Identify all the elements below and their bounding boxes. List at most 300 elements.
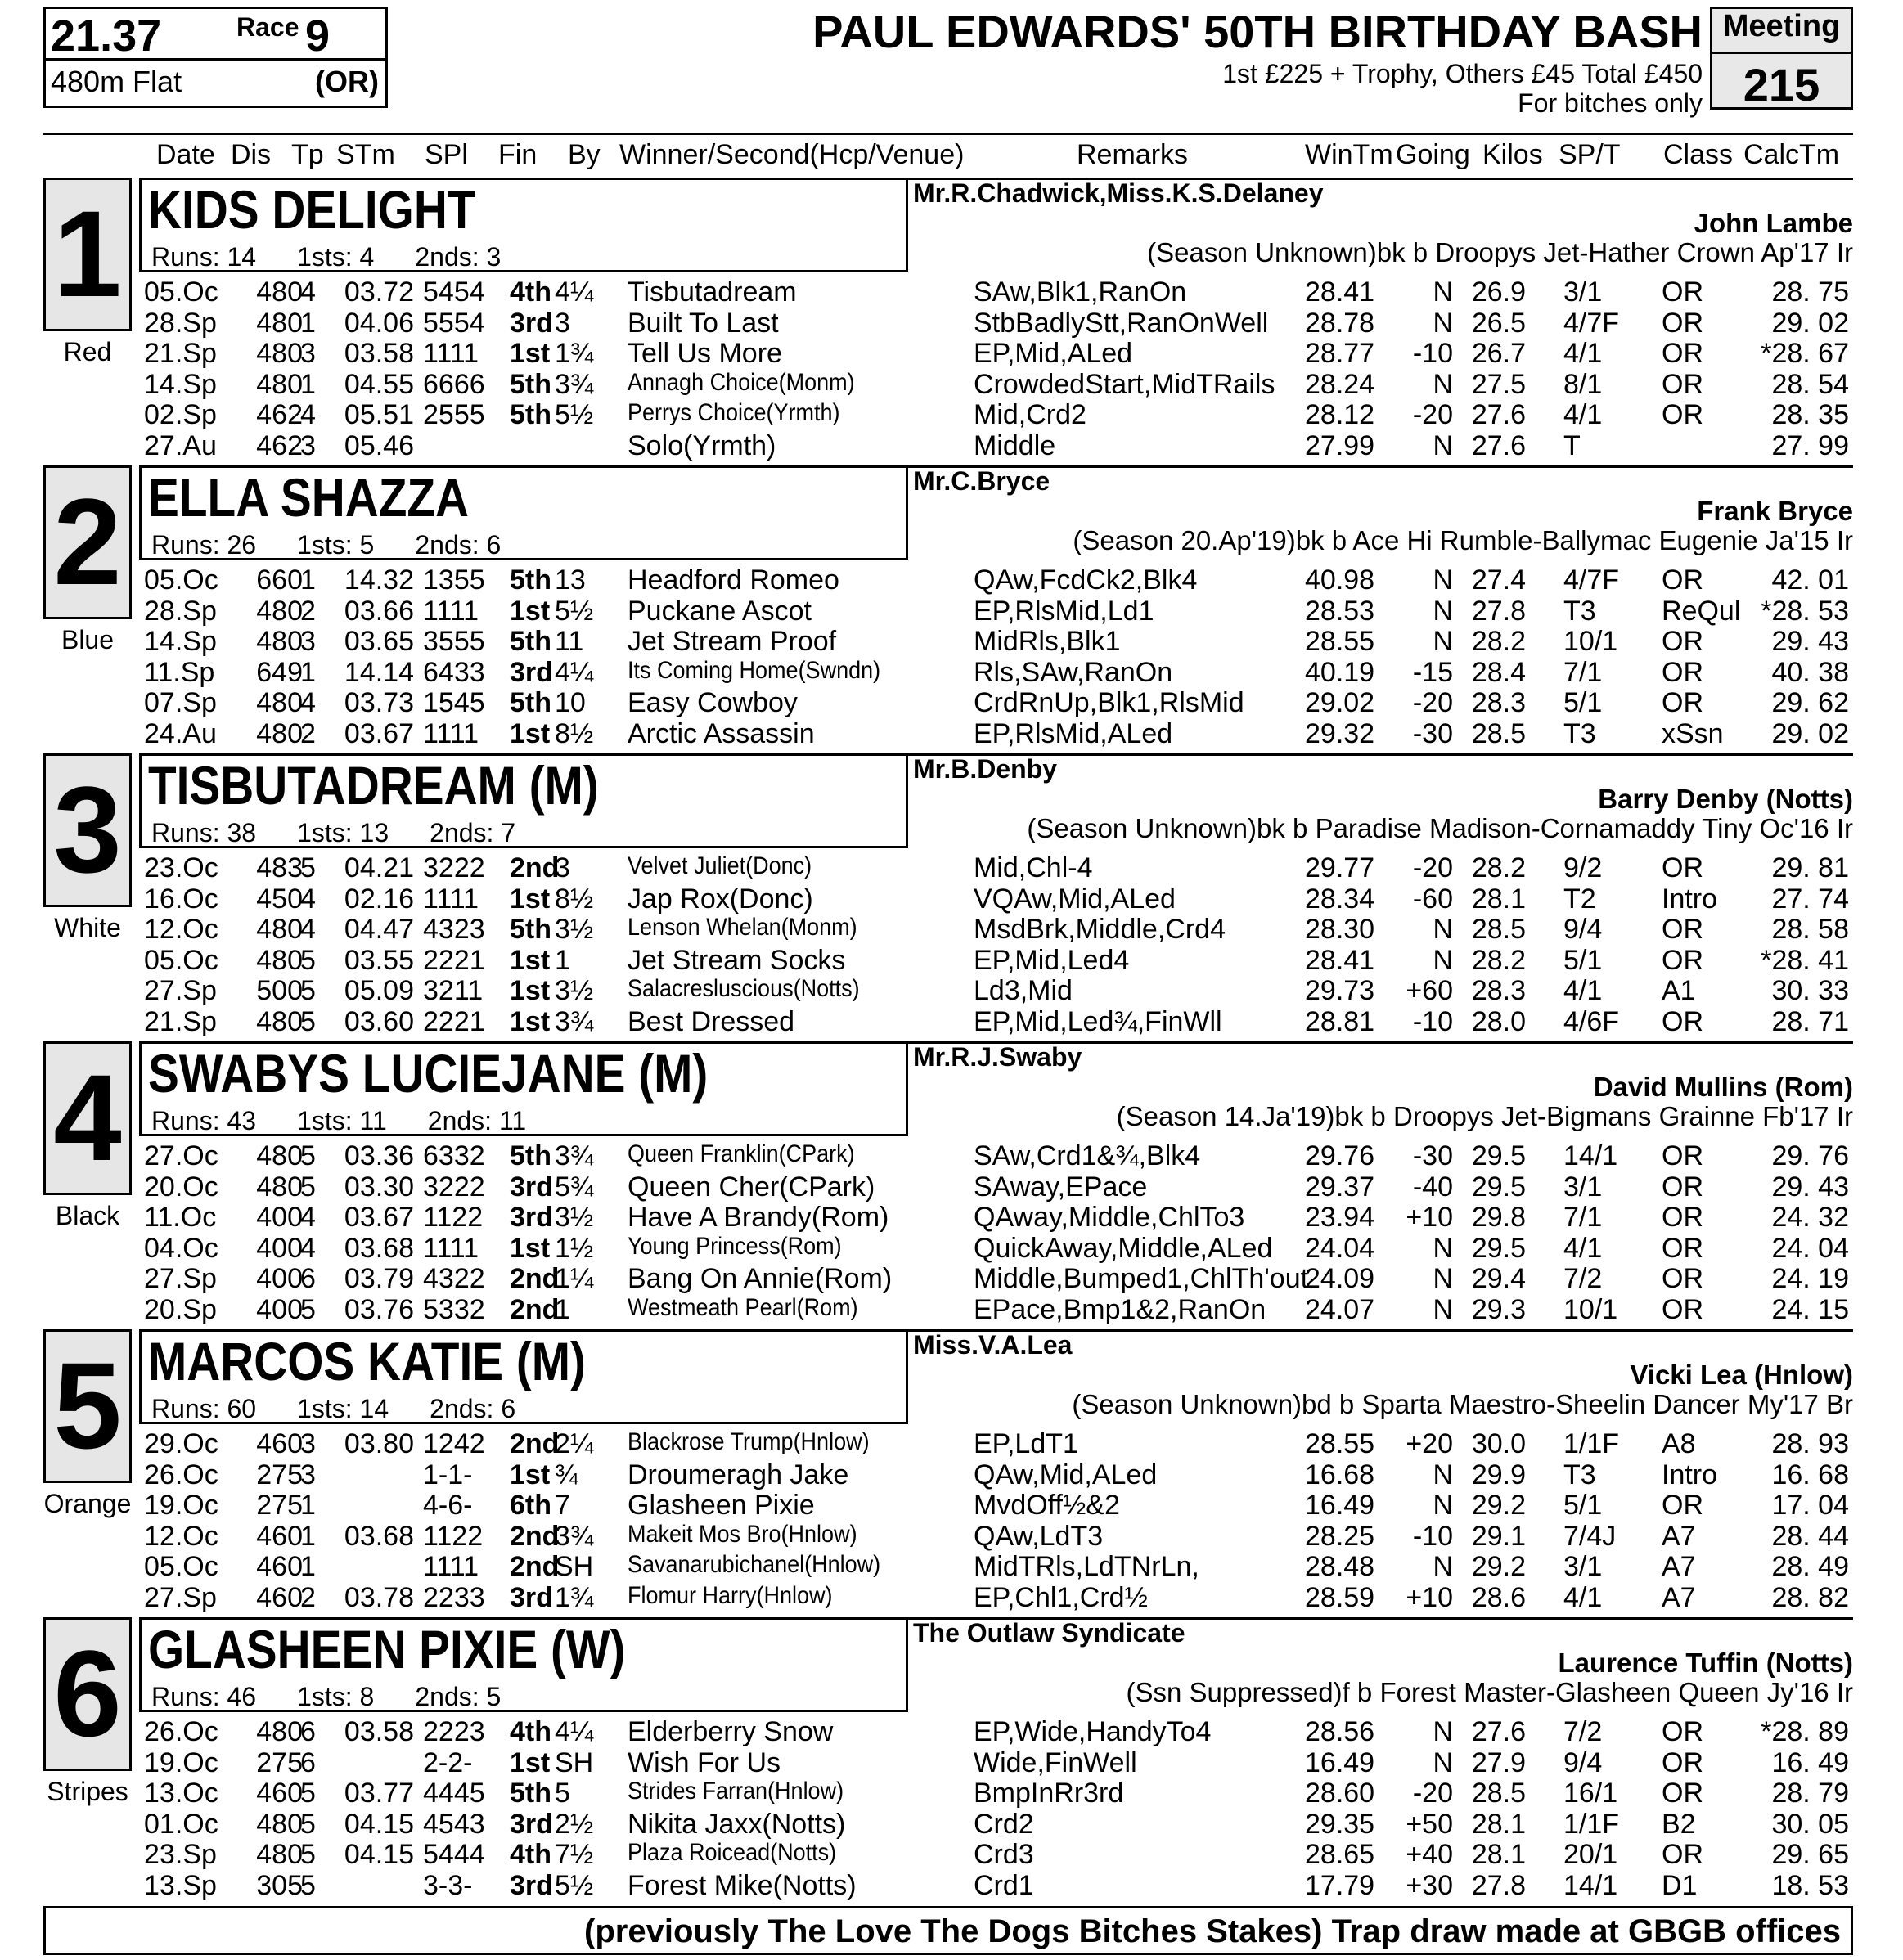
form-kilos: 28.1 [1471,1839,1526,1870]
form-dis: 480 [256,307,303,339]
form-stm: 03.55 [344,944,414,976]
col-stm: STm [336,139,395,170]
form-dis: 480 [256,1140,303,1171]
form-kilos: 28.5 [1471,1778,1526,1809]
form-spt: 4/7F [1563,564,1620,596]
form-going: N [1433,1746,1453,1778]
form-tp: 4 [300,1232,316,1264]
form-kilos: 28.2 [1471,626,1526,657]
col-going: Going [1396,139,1470,170]
form-date: 20.Oc [144,1171,218,1203]
form-cls: A8 [1662,1428,1696,1459]
form-cls: OR [1662,1005,1703,1037]
form-winner: Queen Franklin(CPark) [628,1140,855,1167]
form-remarks: Wide,FinWell [974,1746,1137,1778]
form-cls: OR [1662,626,1703,657]
trap-color: Red [63,337,112,366]
form-winner: Built To Last [628,307,779,339]
trap-number: 4 [43,1041,132,1195]
dog-stats [151,1682,542,1712]
form-wintm: 28.12 [1305,399,1375,430]
form-winner: Forest Mike(Notts) [628,1869,857,1901]
col-fin: Fin [498,139,538,170]
form-fin: 1st [510,975,551,1006]
form-remarks: EP,RlsMid,ALed [974,717,1173,749]
form-cls: B2 [1662,1808,1696,1840]
form-kilos: 27.6 [1471,429,1526,461]
meeting-number: 215 [1743,59,1820,110]
form-tp: 4 [300,687,316,718]
form-stm: 03.68 [344,1520,414,1552]
form-fin: 2nd [510,1293,560,1325]
dog-trainer: John Lambe [1694,208,1853,238]
col-spt: SP/T [1559,139,1621,170]
dog-trainer: Barry Denby (Notts) [1598,784,1853,814]
form-spl: 1111 [423,1232,479,1264]
trap-color: Blue [61,625,115,654]
form-fin: 1st [510,1232,551,1264]
form-going: -15 [1412,656,1453,688]
form-spt: 5/1 [1563,687,1603,718]
form-winner: Annagh Choice(Monm) [628,368,855,396]
form-dis: 660 [256,564,303,596]
dog-name-box [139,178,908,272]
form-kilos: 27.6 [1471,1716,1526,1747]
form-spt: 4/1 [1563,1581,1603,1613]
form-spl: 1111 [423,883,479,915]
form-tp: 5 [300,1839,316,1870]
form-calc: 24. 19 [1771,1263,1849,1294]
form-going: +10 [1406,1581,1453,1613]
dog-firsts: 1sts: 13 [297,818,389,847]
form-wintm: 28.81 [1305,1005,1375,1037]
form-cls: OR [1662,307,1703,339]
form-going: N [1433,429,1453,461]
form-going: N [1433,1293,1453,1325]
form-spt: T [1563,429,1581,461]
form-tp: 1 [300,1551,316,1582]
form-wintm: 29.73 [1305,975,1375,1006]
form-winner: Glasheen Pixie [628,1490,815,1521]
form-kilos: 28.5 [1471,717,1526,749]
form-spl: 1111 [423,717,479,749]
form-kilos: 29.2 [1471,1490,1526,1521]
form-dis: 400 [256,1263,303,1294]
form-wintm: 28.53 [1305,595,1375,627]
form-date: 21.Sp [144,338,217,369]
form-going: +10 [1406,1202,1453,1233]
form-tp: 1 [300,656,316,688]
dog-runs: Runs: 46 [151,1682,257,1711]
form-calc: 40. 38 [1771,656,1849,688]
dog-owner: Mr.R.Chadwick,Miss.K.S.Delaney [913,178,1324,208]
form-tp: 5 [300,944,316,976]
form-by: 5½ [555,399,594,430]
form-wintm: 28.41 [1305,276,1375,308]
form-spt: 3/1 [1563,1551,1603,1582]
form-tp: 5 [300,1171,316,1203]
form-tp: 5 [300,1140,316,1171]
form-calc: 16. 68 [1771,1459,1849,1490]
form-cls: OR [1662,1778,1703,1809]
form-kilos: 28.0 [1471,1005,1526,1037]
dog-owner: Mr.B.Denby [913,754,1058,784]
form-by: 8½ [555,717,594,749]
form-wintm: 29.02 [1305,687,1375,718]
form-calc: 28. 44 [1771,1520,1849,1552]
form-winner: Its Coming Home(Swndn) [628,656,881,684]
dog-seconds: 2nds: 3 [415,242,502,272]
form-spt: 7/1 [1563,656,1603,688]
form-by: 3½ [555,975,594,1006]
form-stm: 03.73 [344,687,414,718]
form-going: -20 [1412,687,1453,718]
form-fin: 4th [510,1839,551,1870]
form-date: 27.Sp [144,1581,217,1613]
form-date: 12.Oc [144,1520,218,1552]
form-cls: OR [1662,564,1703,596]
col-by: By [568,139,601,170]
form-remarks: EP,Mid,Led4 [974,944,1130,976]
form-remarks: Middle [974,429,1056,461]
form-stm: 03.67 [344,717,414,749]
trap-color: Black [55,1201,120,1230]
form-spl: 6433 [423,656,485,688]
form-stm: 03.58 [344,1716,414,1747]
form-date: 27.Oc [144,1140,218,1171]
dog-trainer: Laurence Tuffin (Notts) [1558,1648,1853,1678]
form-date: 11.Sp [144,656,215,688]
trap-number: 1 [43,178,132,331]
dog-name-box [139,465,908,560]
form-by: 4¼ [555,276,594,308]
form-fin: 2nd [510,852,560,883]
form-tp: 5 [300,1005,316,1037]
form-dis: 462 [256,429,303,461]
form-spl: 2221 [423,1005,485,1037]
form-by: 13 [555,564,586,596]
form-calc: 27. 74 [1771,883,1849,915]
col-spl: SPl [425,139,468,170]
form-wintm: 28.60 [1305,1778,1375,1809]
dog-breeding: (Season Unknown)bd b Sparta Maestro-Sheelin Dancer My'17 Br [1072,1389,1853,1419]
form-kilos: 29.4 [1471,1263,1526,1294]
form-cls: OR [1662,656,1703,688]
form-kilos: 28.1 [1471,1808,1526,1840]
form-calc: 29. 02 [1771,717,1849,749]
form-spt: 10/1 [1563,1293,1618,1325]
form-cls: OR [1662,1202,1703,1233]
form-stm: 04.15 [344,1839,414,1870]
form-fin: 3rd [510,1171,553,1203]
form-spt: 9/4 [1563,914,1603,945]
form-cls: ReQul [1662,595,1741,627]
trap-number: 6 [43,1617,132,1771]
form-going: -40 [1412,1171,1453,1203]
form-remarks: QuickAway,Middle,ALed [974,1232,1273,1264]
form-wintm: 16.68 [1305,1459,1375,1490]
form-remarks: Rls,SAw,RanOn [974,656,1173,688]
form-winner: Nikita Jaxx(Notts) [628,1808,846,1840]
dog-stats [151,1394,556,1424]
form-winner: Queen Cher(CPark) [628,1171,875,1203]
col-winner: Winner/Second(Hcp/Venue) [619,139,965,170]
form-fin: 3rd [510,1202,553,1233]
form-wintm: 27.99 [1305,429,1375,461]
form-dis: 483 [256,852,303,883]
form-by: 2¼ [555,1428,594,1459]
form-winner: Blackrose Trump(Hnlow) [628,1428,870,1455]
col-date: Date [156,139,215,170]
form-tp: 3 [300,1459,316,1490]
form-spt: 9/2 [1563,852,1603,883]
form-wintm: 23.94 [1305,1202,1375,1233]
form-spt: T3 [1563,717,1596,749]
race-restriction: For bitches only [1518,88,1703,118]
form-calc: 28. 49 [1771,1551,1849,1582]
form-kilos: 27.9 [1471,1746,1526,1778]
form-dis: 480 [256,368,303,400]
form-winner: Flomur Harry(Hnlow) [628,1581,833,1609]
form-winner: Tell Us More [628,338,782,369]
form-tp: 6 [300,1263,316,1294]
dog-runs: Runs: 14 [151,242,257,272]
dog-name: KIDS DELIGHT [148,179,476,240]
form-spl: 3222 [423,852,485,883]
form-calc: 28. 93 [1771,1428,1849,1459]
form-wintm: 29.76 [1305,1140,1375,1171]
form-remarks: EPace,Bmp1&2,RanOn [974,1293,1266,1325]
form-winner: Plaza Roicead(Notts) [628,1839,837,1866]
col-calctm: CalcTm [1743,139,1840,170]
form-stm: 03.36 [344,1140,414,1171]
form-kilos: 28.6 [1471,1581,1526,1613]
form-dis: 275 [256,1746,303,1778]
form-spl: 4-6- [423,1490,473,1521]
form-wintm: 28.25 [1305,1520,1375,1552]
form-wintm: 28.78 [1305,307,1375,339]
race-number: 9 [305,11,331,61]
form-tp: 3 [300,1428,316,1459]
form-by: 11 [555,626,584,657]
form-remarks: Crd1 [974,1869,1034,1901]
form-tp: 5 [300,852,316,883]
meeting-label: Meeting [1722,9,1841,43]
form-fin: 3rd [510,1808,553,1840]
form-dis: 275 [256,1490,303,1521]
form-spt: T3 [1563,595,1596,627]
form-tp: 3 [300,338,316,369]
form-fin: 2nd [510,1551,560,1582]
form-spl: 5444 [423,1839,485,1870]
form-winner: Wish For Us [628,1746,781,1778]
form-fin: 1st [510,717,551,749]
form-spl: 5554 [423,307,485,339]
form-stm: 03.60 [344,1005,414,1037]
dog-runs: Runs: 26 [151,530,257,560]
form-spt: 7/1 [1563,1202,1603,1233]
form-tp: 5 [300,975,316,1006]
form-cls: OR [1662,1171,1703,1203]
form-cls: A1 [1662,975,1696,1006]
form-winner: Perrys Choice(Yrmth) [628,399,840,426]
form-date: 11.Oc [144,1202,217,1233]
form-dis: 450 [256,883,303,915]
form-wintm: 29.35 [1305,1808,1375,1840]
form-wintm: 29.32 [1305,717,1375,749]
trap-number: 5 [43,1329,132,1483]
form-cls: OR [1662,1140,1703,1171]
form-dis: 480 [256,1005,303,1037]
form-remarks: SAw,Crd1&¾,Blk4 [974,1140,1201,1171]
dog-name-box [139,1617,908,1712]
form-cls: xSsn [1662,717,1724,749]
form-spl: 4543 [423,1808,485,1840]
form-stm: 04.47 [344,914,414,945]
form-stm: 03.78 [344,1581,414,1613]
dog-seconds: 2nds: 7 [430,818,516,847]
form-wintm: 24.07 [1305,1293,1375,1325]
form-going: N [1433,564,1453,596]
form-dis: 400 [256,1202,303,1233]
form-by: 3½ [555,914,594,945]
dog-name: MARCOS KATIE (M) [148,1331,586,1391]
form-calc: 29. 81 [1771,852,1849,883]
form-going: -20 [1412,399,1453,430]
form-calc: 28. 82 [1771,1581,1849,1613]
form-kilos: 26.9 [1471,276,1526,308]
form-by: SH [555,1746,594,1778]
form-dis: 480 [256,717,303,749]
form-fin: 2nd [510,1520,560,1552]
form-date: 19.Oc [144,1490,218,1521]
form-date: 05.Oc [144,564,218,596]
form-spt: 4/1 [1563,338,1603,369]
dog-firsts: 1sts: 11 [297,1106,387,1135]
form-kilos: 29.5 [1471,1171,1526,1203]
form-spt: 8/1 [1563,368,1603,400]
form-fin: 2nd [510,1428,560,1459]
form-going: -30 [1412,1140,1453,1171]
form-spt: 4/1 [1563,399,1603,430]
dog-trainer: Frank Bryce [1697,496,1853,526]
form-stm: 14.32 [344,564,414,596]
form-calc: 24. 04 [1771,1232,1849,1264]
form-wintm: 40.98 [1305,564,1375,596]
form-winner: Best Dressed [628,1005,795,1037]
form-remarks: EP,Wide,HandyTo4 [974,1716,1212,1747]
form-date: 13.Oc [144,1778,218,1809]
form-stm: 03.58 [344,338,414,369]
trap-number: 3 [43,753,132,907]
form-wintm: 28.30 [1305,914,1375,945]
form-spl: 6666 [423,368,485,400]
form-calc: 29. 65 [1771,1839,1849,1870]
form-tp: 2 [300,717,316,749]
form-cls: OR [1662,338,1703,369]
form-spt: 16/1 [1563,1778,1618,1809]
form-spl: 1545 [423,687,485,718]
form-cls: OR [1662,1839,1703,1870]
form-by: 7½ [555,1839,594,1870]
form-by: 4¼ [555,1716,594,1747]
dog-firsts: 1sts: 8 [297,1682,375,1711]
form-by: 1¾ [555,1581,594,1613]
form-fin: 6th [510,1490,551,1521]
form-kilos: 28.2 [1471,852,1526,883]
form-calc: 30. 33 [1771,975,1849,1006]
trap-color: Stripes [47,1777,128,1806]
form-remarks: MvdOff½&2 [974,1490,1120,1521]
form-date: 05.Oc [144,1551,218,1582]
form-tp: 1 [300,307,316,339]
form-tp: 4 [300,883,316,915]
form-spl: 3211 [423,975,484,1006]
form-spt: 7/2 [1563,1716,1603,1747]
dog-stats [151,818,556,848]
form-stm: 03.68 [344,1232,414,1264]
form-spl: 3-3- [423,1869,473,1901]
form-winner: Jap Rox(Donc) [628,883,813,915]
form-kilos: 29.2 [1471,1551,1526,1582]
form-spt: T3 [1563,1459,1596,1490]
form-tp: 4 [300,276,316,308]
form-by: 5 [555,1778,570,1809]
form-cls: Intro [1662,1459,1718,1490]
dog-breeding: (Season 14.Ja'19)bk b Droopys Jet-Bigmans Grainne Fb'17 Ir [1116,1101,1853,1131]
form-going: +50 [1406,1808,1453,1840]
form-kilos: 30.0 [1471,1428,1526,1459]
form-wintm: 16.49 [1305,1490,1375,1521]
form-spl: 2555 [423,399,485,430]
form-winner: Salacresluscious(Notts) [628,975,860,1002]
form-spt: 4/1 [1563,1232,1603,1264]
form-fin: 1st [510,883,551,915]
form-going: N [1433,1490,1453,1521]
form-date: 04.Oc [144,1232,218,1264]
form-fin: 3rd [510,307,553,339]
form-remarks: QAw,FcdCk2,Blk4 [974,564,1198,596]
form-spt: 20/1 [1563,1839,1618,1870]
form-going: N [1433,276,1453,308]
form-spl: 5332 [423,1293,485,1325]
form-by: SH [555,1551,594,1582]
form-by: 1¾ [555,338,594,369]
form-winner: Droumeragh Jake [628,1459,849,1490]
form-by: 1½ [555,1232,594,1264]
dog-breeding: (Ssn Suppressed)f b Forest Master-Glasheen Queen Jy'16 Ir [1126,1677,1853,1707]
form-remarks: StbBadlyStt,RanOnWell [974,307,1269,339]
dog-name-box [139,753,908,848]
form-tp: 5 [300,1293,316,1325]
form-spt: 10/1 [1563,626,1618,657]
form-going: N [1433,914,1453,945]
form-date: 19.Oc [144,1746,218,1778]
form-kilos: 27.8 [1471,1869,1526,1901]
form-fin: 5th [510,1140,551,1171]
dog-name: ELLA SHAZZA [148,467,470,528]
footer-note: (previously The Love The Dogs Bitches Stakes) Trap draw made at GBGB offices [584,1913,1841,1949]
form-winner: Tisbutadream [628,276,797,308]
form-cls: OR [1662,852,1703,883]
dog-seconds: 2nds: 6 [430,1394,516,1423]
form-going: N [1433,595,1453,627]
runner-rule [908,465,1853,468]
form-stm: 05.51 [344,399,414,430]
form-cls: OR [1662,1263,1703,1294]
footer-box [43,1906,1853,1955]
form-dis: 480 [256,595,303,627]
